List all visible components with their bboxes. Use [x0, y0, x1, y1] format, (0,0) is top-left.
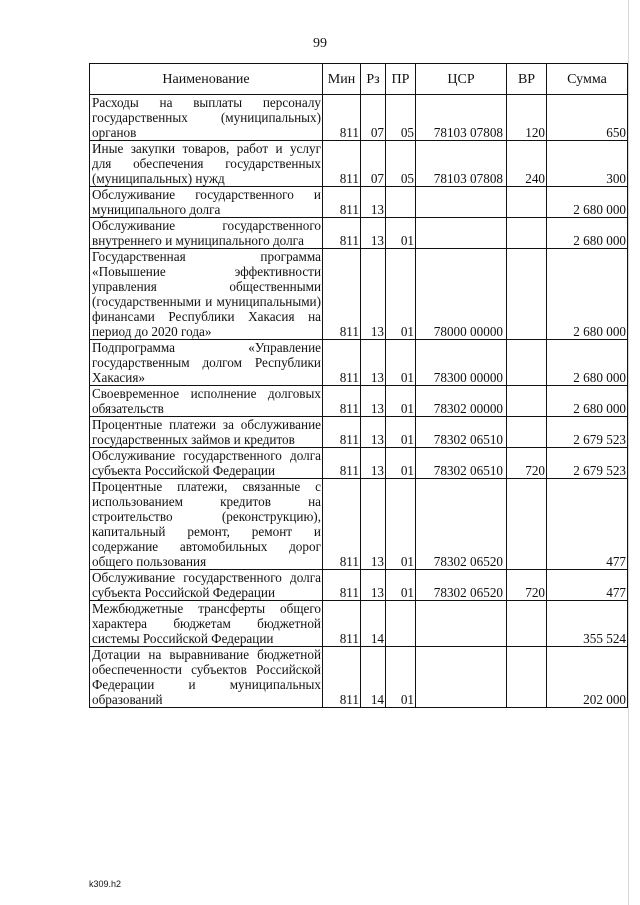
- cell-pr: 01: [386, 417, 416, 448]
- cell-pr: [386, 601, 416, 647]
- cell-min: 811: [323, 479, 361, 570]
- cell-csr: 78302 06510: [416, 448, 507, 479]
- cell-pr: [386, 187, 416, 218]
- cell-name: Межбюджетные трансферты общего характера бюджетам бюджетной системы Российской Федерации: [90, 601, 323, 647]
- cell-name: Процентные платежи, связанные с использованием кредитов на строительство (реконструкцию), капитальный ремонт, ремонт и содержание автомобильных дорог общего пользования: [90, 479, 323, 570]
- cell-vr: 720: [507, 448, 547, 479]
- cell-pr: 01: [386, 218, 416, 249]
- cell-name: Подпрограмма «Управление государственным долгом Республики Хакасия»: [90, 340, 323, 386]
- cell-min: 811: [323, 141, 361, 187]
- cell-pr: 01: [386, 386, 416, 417]
- cell-name: Иные закупки товаров, работ и услуг для обеспечения государственных (муниципальных) нужд: [90, 141, 323, 187]
- cell-pr: 01: [386, 249, 416, 340]
- cell-rz: 13: [361, 448, 386, 479]
- cell-vr: 120: [507, 95, 547, 141]
- cell-min: 811: [323, 570, 361, 601]
- cell-vr: [507, 647, 547, 708]
- cell-min: 811: [323, 187, 361, 218]
- cell-sum: 2 679 523: [547, 417, 628, 448]
- cell-sum: 477: [547, 479, 628, 570]
- table-row: [90, 570, 628, 601]
- cell-name: Процентные платежи за обслуживание государственных займов и кредитов: [90, 417, 323, 448]
- cell-csr: [416, 218, 507, 249]
- header-name: Наименование: [90, 64, 323, 95]
- cell-rz: 14: [361, 601, 386, 647]
- cell-min: 811: [323, 601, 361, 647]
- header-pr: ПР: [386, 64, 416, 95]
- cell-csr: [416, 647, 507, 708]
- table-row: [90, 218, 628, 249]
- cell-vr: [507, 601, 547, 647]
- cell-min: 811: [323, 218, 361, 249]
- cell-sum: 355 524: [547, 601, 628, 647]
- cell-csr: [416, 601, 507, 647]
- cell-csr: 78302 00000: [416, 386, 507, 417]
- header-csr: ЦСР: [416, 64, 507, 95]
- cell-rz: 13: [361, 417, 386, 448]
- cell-name: Своевременное исполнение долговых обязательств: [90, 386, 323, 417]
- cell-sum: 2 680 000: [547, 340, 628, 386]
- cell-vr: [507, 218, 547, 249]
- cell-sum: 2 680 000: [547, 386, 628, 417]
- table-row: [90, 187, 628, 218]
- cell-name: Обслуживание государственного долга субъекта Российской Федерации: [90, 570, 323, 601]
- cell-vr: [507, 187, 547, 218]
- cell-vr: [507, 340, 547, 386]
- cell-pr: 05: [386, 95, 416, 141]
- header-vr: ВР: [507, 64, 547, 95]
- cell-vr: [507, 249, 547, 340]
- cell-rz: 07: [361, 141, 386, 187]
- cell-csr: 78000 00000: [416, 249, 507, 340]
- cell-csr: [416, 187, 507, 218]
- cell-min: 811: [323, 249, 361, 340]
- cell-rz: 14: [361, 647, 386, 708]
- cell-name: Обслуживание государственного долга субъекта Российской Федерации: [90, 448, 323, 479]
- cell-rz: 13: [361, 187, 386, 218]
- cell-vr: [507, 417, 547, 448]
- cell-name: Обслуживание государственного и муниципального долга: [90, 187, 323, 218]
- cell-pr: 01: [386, 647, 416, 708]
- page-number: 99: [313, 36, 327, 51]
- cell-csr: 78302 06520: [416, 479, 507, 570]
- table-row: [90, 479, 628, 570]
- cell-sum: 300: [547, 141, 628, 187]
- header-rz: Рз: [361, 64, 386, 95]
- cell-name: Государственная программа «Повышение эффективности управления общественными (государственными и муниципальными) финансами Республики Хакасия на период до 2020 года»: [90, 249, 323, 340]
- cell-rz: 13: [361, 218, 386, 249]
- cell-sum: 2 680 000: [547, 249, 628, 340]
- table-row: [90, 340, 628, 386]
- header-sum: Сумма: [547, 64, 628, 95]
- header-min: Мин: [323, 64, 361, 95]
- cell-pr: 01: [386, 570, 416, 601]
- cell-rz: 13: [361, 340, 386, 386]
- table-row: [90, 141, 628, 187]
- cell-min: 811: [323, 386, 361, 417]
- cell-min: 811: [323, 417, 361, 448]
- cell-rz: 13: [361, 386, 386, 417]
- cell-sum: 650: [547, 95, 628, 141]
- cell-csr: 78300 00000: [416, 340, 507, 386]
- cell-rz: 13: [361, 479, 386, 570]
- cell-pr: 01: [386, 340, 416, 386]
- cell-vr: [507, 479, 547, 570]
- cell-sum: 202 000: [547, 647, 628, 708]
- cell-sum: 2 680 000: [547, 187, 628, 218]
- cell-rz: 07: [361, 95, 386, 141]
- table-row: [90, 249, 628, 340]
- cell-pr: 05: [386, 141, 416, 187]
- cell-rz: 13: [361, 249, 386, 340]
- table-row: [90, 417, 628, 448]
- cell-vr: 240: [507, 141, 547, 187]
- footer-code: k309.h2: [89, 879, 122, 889]
- cell-csr: 78302 06510: [416, 417, 507, 448]
- table-row: [90, 448, 628, 479]
- cell-sum: 2 679 523: [547, 448, 628, 479]
- cell-rz: 13: [361, 570, 386, 601]
- cell-min: 811: [323, 95, 361, 141]
- cell-pr: 01: [386, 479, 416, 570]
- table-row: [90, 647, 628, 708]
- cell-sum: 477: [547, 570, 628, 601]
- cell-min: 811: [323, 647, 361, 708]
- cell-vr: [507, 386, 547, 417]
- table-row: [90, 386, 628, 417]
- cell-vr: 720: [507, 570, 547, 601]
- cell-csr: 78103 07808: [416, 95, 507, 141]
- cell-name: Расходы на выплаты персоналу государственных (муниципальных) органов: [90, 95, 323, 141]
- cell-name: Дотации на выравнивание бюджетной обеспеченности субъектов Российской Федерации и муниципальных образований: [90, 647, 323, 708]
- table-row: [90, 601, 628, 647]
- cell-min: 811: [323, 340, 361, 386]
- table-header-row: [90, 64, 628, 95]
- table-body: [90, 95, 628, 708]
- cell-sum: 2 680 000: [547, 218, 628, 249]
- cell-min: 811: [323, 448, 361, 479]
- cell-csr: 78302 06520: [416, 570, 507, 601]
- margin-line: [628, 0, 629, 905]
- budget-table: [89, 63, 628, 708]
- cell-pr: 01: [386, 448, 416, 479]
- cell-csr: 78103 07808: [416, 141, 507, 187]
- cell-name: Обслуживание государственного внутреннего и муниципального долга: [90, 218, 323, 249]
- table-row: [90, 95, 628, 141]
